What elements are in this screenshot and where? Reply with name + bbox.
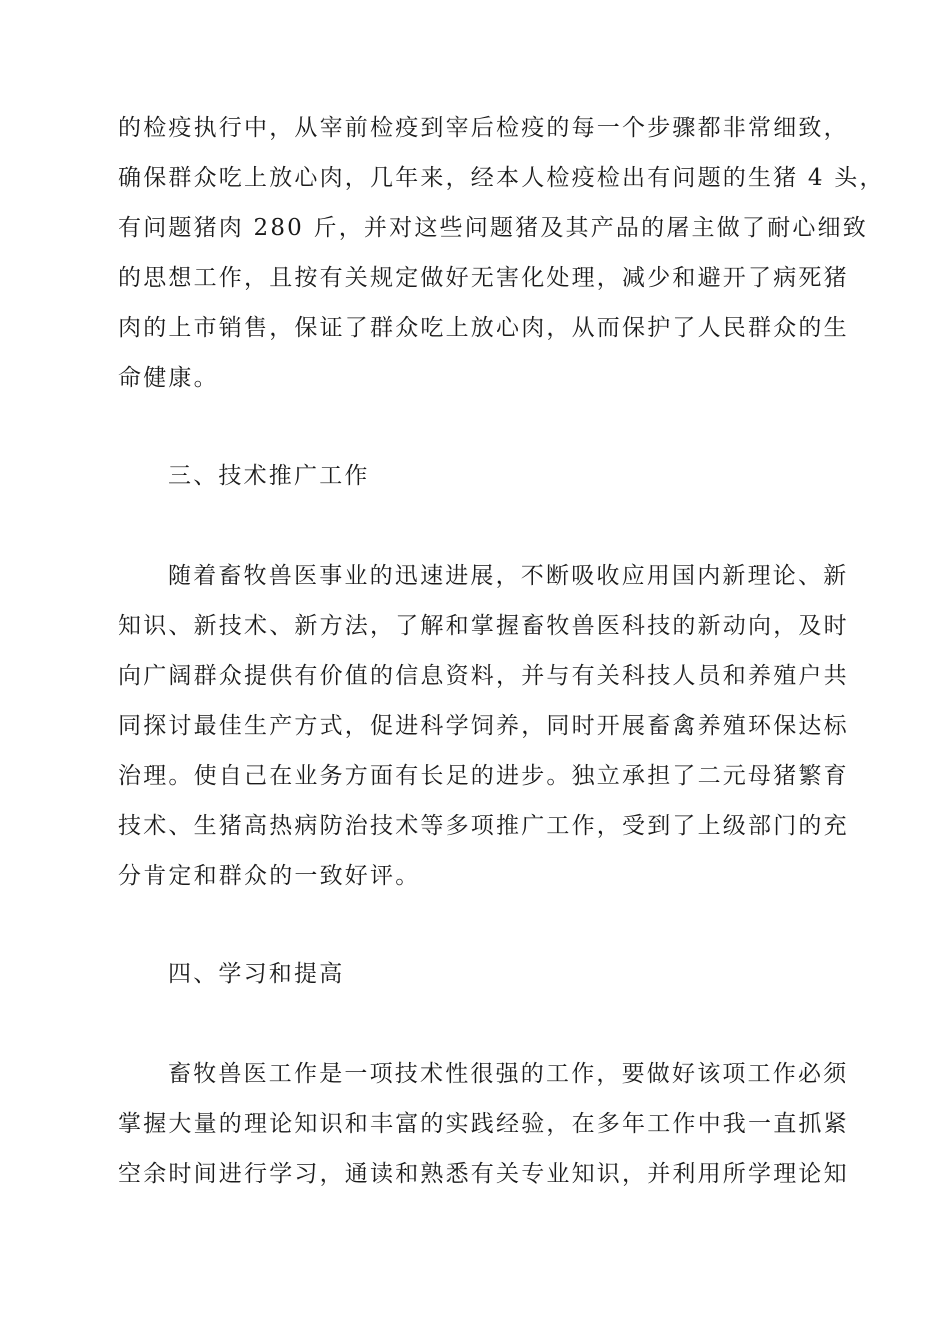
paragraph-2-line-7: 分肯定和群众的一致好评。 — [118, 863, 421, 889]
paragraph-2-line-3: 向广阔群众提供有价值的信息资料，并与有关科技人员和养殖户共 — [118, 663, 849, 689]
section-heading-4: 四、学习和提高 — [168, 961, 345, 987]
paragraph-1-line-2: 确保群众吃上放心肉，几年来，经本人检疫检出有问题的生猪 4 头， — [118, 165, 885, 191]
paragraph-1-line-5: 肉的上市销售，保证了群众吃上放心肉，从而保护了人民群众的生 — [118, 315, 849, 341]
paragraph-1-line-3: 有问题猪肉 280 斤，并对这些问题猪及其产品的屠主做了耐心细致 — [118, 215, 868, 241]
paragraph-2-line-6: 技术、生猪高热病防治技术等多项推广工作，受到了上级部门的充 — [118, 813, 849, 839]
paragraph-3-line-1: 畜牧兽医工作是一项技术性很强的工作，要做好该项工作必须 — [168, 1061, 849, 1087]
paragraph-2-line-1: 随着畜牧兽医事业的迅速进展，不断吸收应用国内新理论、新 — [168, 563, 849, 589]
paragraph-3-line-2: 掌握大量的理论知识和丰富的实践经验，在多年工作中我一直抓紧 — [118, 1111, 849, 1137]
paragraph-2-line-4: 同探讨最佳生产方式，促进科学饲养，同时开展畜禽养殖环保达标 — [118, 713, 849, 739]
paragraph-3-line-3: 空余时间进行学习，通读和熟悉有关专业知识，并利用所学理论知 — [118, 1161, 849, 1187]
paragraph-2-line-5: 治理。使自己在业务方面有长足的进步。独立承担了二元母猪繁育 — [118, 763, 849, 789]
paragraph-1-line-4: 的思想工作，且按有关规定做好无害化处理，减少和避开了病死猪 — [118, 265, 849, 291]
paragraph-1-line-6: 命健康。 — [118, 365, 219, 391]
paragraph-1-line-1: 的检疫执行中，从宰前检疫到宰后检疫的每一个步骤都非常细致， — [118, 115, 849, 141]
paragraph-2-line-2: 知识、新技术、新方法，了解和掌握畜牧兽医科技的新动向，及时 — [118, 613, 849, 639]
section-heading-3: 三、技术推广工作 — [168, 463, 370, 489]
